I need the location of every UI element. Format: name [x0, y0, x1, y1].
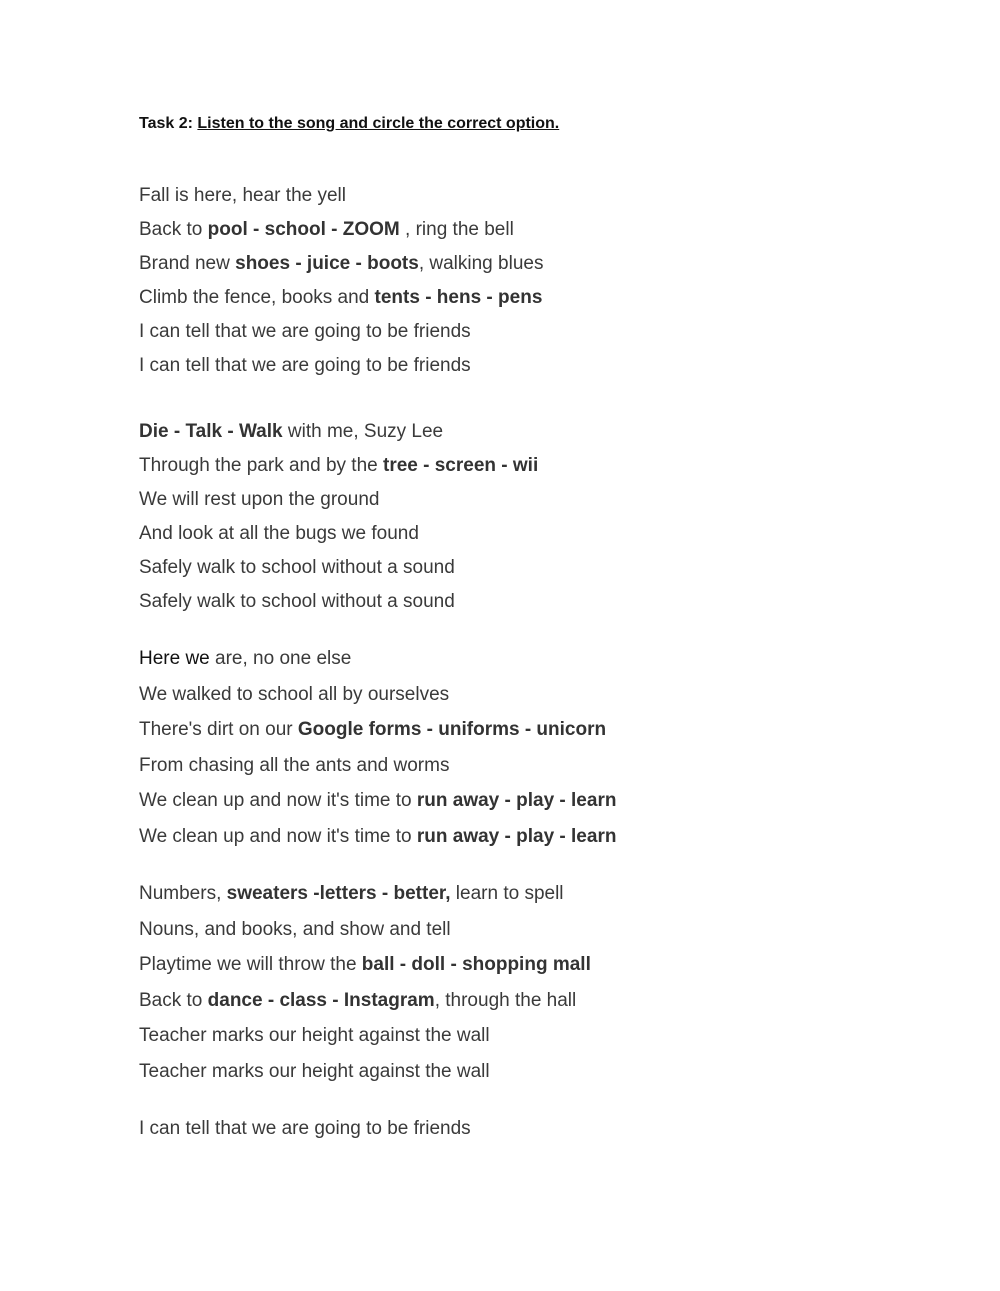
- lyric-line: [139, 876, 591, 912]
- answer-options[interactable]: pool - school - ZOOM: [207, 219, 400, 240]
- lyric-text: And look at all the bugs we found: [139, 523, 419, 544]
- lyric-text: There's dirt on our: [139, 719, 298, 740]
- lyric-text: Nouns, and books, and show and tell: [139, 918, 451, 940]
- lyric-text: We clean up and now it's time to: [139, 790, 417, 811]
- lyric-text: Back to: [139, 219, 208, 240]
- lyric-text: I can tell that we are going to be friends: [139, 355, 471, 376]
- lyric-text: Here we: [139, 648, 210, 669]
- lyric-line: [139, 983, 591, 1019]
- lyric-text: Playtime we will throw the: [139, 954, 362, 975]
- lyric-line: [139, 449, 538, 483]
- lyric-text: I can tell that we are going to be friends: [139, 321, 471, 342]
- lyric-line: [139, 1054, 591, 1090]
- lyric-text: Through the park and by the: [139, 455, 383, 476]
- lyric-text: We walked to school all by ourselves: [139, 683, 450, 705]
- task-label: Task 2:: [139, 115, 198, 132]
- lyric-text: We will rest upon the ground: [139, 489, 380, 510]
- task-heading: [139, 115, 559, 133]
- lyric-line: [139, 585, 538, 619]
- answer-options[interactable]: shoes - juice - boots: [235, 253, 419, 274]
- lyric-text: Safely walk to school without a sound: [139, 591, 455, 612]
- lyric-line: [139, 415, 538, 449]
- task-instruction: Listen to the song and circle the correct option.: [197, 115, 560, 132]
- lyric-text: learn to spell: [450, 883, 564, 904]
- lyric-text: Fall is here, hear the yell: [139, 185, 346, 206]
- lyric-line: [139, 947, 591, 983]
- lyric-text: with me, Suzy Lee: [282, 421, 444, 442]
- answer-options[interactable]: ball - doll - shopping mall: [361, 954, 591, 975]
- answer-options[interactable]: sweaters -letters - better,: [226, 883, 451, 904]
- lyric-line: [139, 517, 538, 551]
- lyric-line: [139, 315, 543, 349]
- lyric-line: [139, 1112, 471, 1146]
- stanza-5: [139, 1112, 471, 1146]
- lyric-text: Teacher marks our height against the wall: [139, 1025, 490, 1046]
- lyric-text: Teacher marks our height against the wall: [139, 1060, 490, 1082]
- lyric-line: [139, 677, 616, 713]
- lyric-text: I can tell that we are going to be friends: [139, 1118, 471, 1139]
- lyric-text: Safely walk to school without a sound: [139, 557, 455, 578]
- answer-options[interactable]: tents - hens - pens: [374, 287, 543, 308]
- lyric-text: Climb the fence, books and: [139, 287, 375, 308]
- lyric-text: are, no one else: [209, 648, 352, 669]
- lyric-line: [139, 783, 616, 819]
- answer-options[interactable]: Die - Talk - Walk: [139, 421, 283, 442]
- stanza-3: [139, 641, 616, 854]
- lyric-line: [139, 912, 591, 948]
- answer-options[interactable]: dance - class - Instagram: [207, 989, 435, 1011]
- lyric-line: [139, 712, 616, 748]
- lyric-text: , walking blues: [418, 253, 544, 274]
- lyric-text: We clean up and now it's time to: [139, 825, 417, 847]
- lyric-line: [139, 641, 616, 677]
- stanza-1: [139, 179, 543, 383]
- lyric-line: [139, 551, 538, 585]
- lyric-line: [139, 349, 543, 383]
- lyric-line: [139, 819, 616, 855]
- lyric-line: [139, 179, 543, 213]
- lyric-text: Brand new: [139, 253, 236, 274]
- lyric-line: [139, 213, 543, 247]
- lyric-text: From chasing all the ants and worms: [139, 754, 450, 776]
- answer-options[interactable]: tree - screen - wii: [383, 455, 539, 476]
- stanza-4: [139, 876, 591, 1089]
- stanza-2: [139, 415, 538, 619]
- answer-options[interactable]: run away - play - learn: [416, 825, 617, 847]
- answer-options[interactable]: run away - play - learn: [416, 790, 617, 811]
- lyric-text: Back to: [139, 989, 208, 1011]
- lyric-line: [139, 281, 543, 315]
- answer-options[interactable]: Google forms - uniforms - unicorn: [297, 719, 607, 740]
- lyric-text: , through the hall: [434, 989, 577, 1011]
- lyric-line: [139, 748, 616, 784]
- lyric-line: [139, 247, 543, 281]
- lyric-text: Numbers,: [139, 883, 227, 904]
- lyric-text: , ring the bell: [399, 219, 514, 240]
- lyric-line: [139, 1018, 591, 1054]
- lyric-line: [139, 483, 538, 517]
